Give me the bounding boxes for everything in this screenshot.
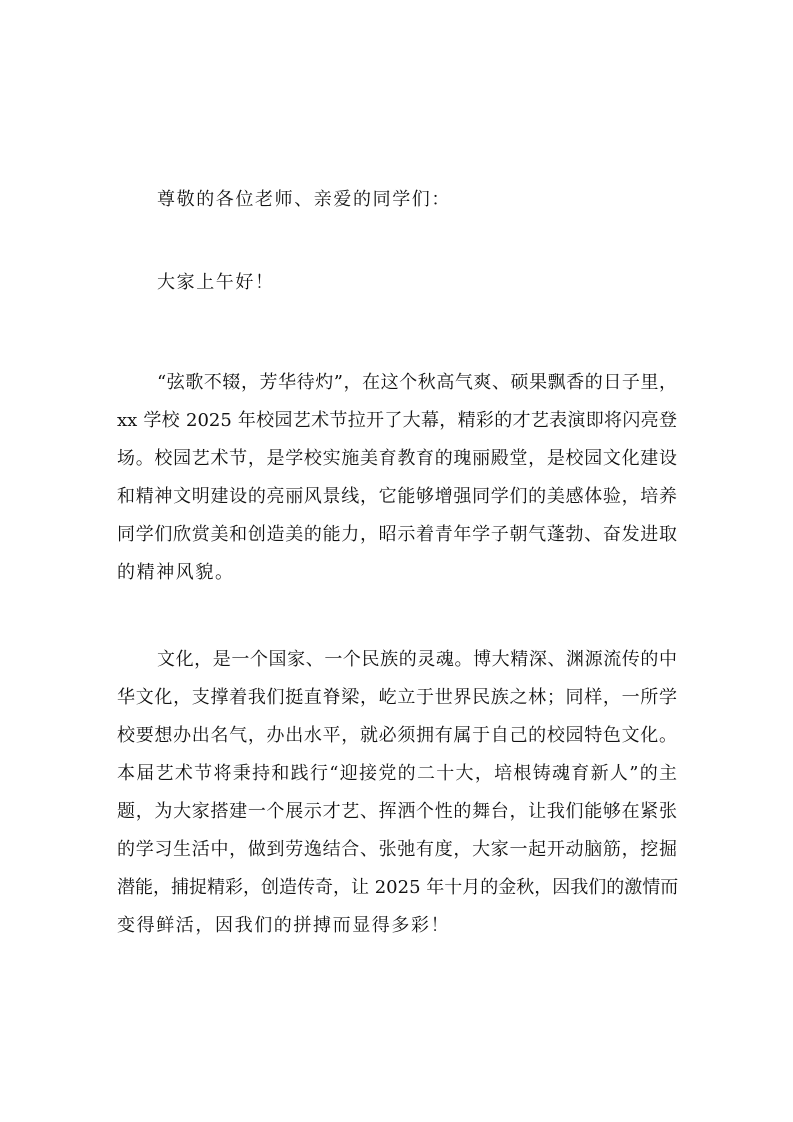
paragraph-line: 华文化，支撑着我们挺直脊梁，屹立于世界民族之林；同样，一所学 (117, 687, 677, 708)
paragraph-line: 潜能，捕捉精彩，创造传奇，让 2025 年十月的金秋，因我们的激情而 (117, 877, 679, 898)
paragraph-line: 变得鲜活，因我们的拼搏而显得多彩！ (117, 915, 451, 936)
paragraph-line: 题，为大家搭建一个展示才艺、挥洒个性的舞台，让我们能够在紧张 (117, 801, 677, 822)
paragraph-line: xx 学校 2025 年校园艺术节拉开了大幕，精彩的才艺表演即将闪亮登 (117, 410, 677, 431)
paragraph-line: 和精神文明建设的亮丽风景线，它能够增强同学们的美感体验，培养 (117, 486, 677, 507)
paragraph-line: 场。校园艺术节，是学校实施美育教育的瑰丽殿堂，是校园文化建设 (117, 448, 677, 469)
greeting-line: 尊敬的各位老师、亲爱的同学们： (157, 189, 451, 210)
paragraph-line: 本届艺术节将秉持和践行“迎接党的二十大，培根铸魂育新人”的主 (117, 763, 677, 784)
salutation-line: 大家上午好！ (157, 272, 275, 293)
paragraph-line: 同学们欣赏美和创造美的能力，昭示着青年学子朝气蓬勃、奋发进取 (117, 524, 677, 545)
paragraph-line: 的精神风貌。 (117, 562, 235, 583)
paragraph-line: “弦歌不辍，芳华待灼”，在这个秋高气爽、硕果飘香的日子里， (157, 372, 677, 393)
paragraph-line: 校要想办出名气，办出水平，就必须拥有属于自己的校园特色文化。 (117, 725, 677, 746)
paragraph-line: 的学习生活中，做到劳逸结合、张弛有度，大家一起开动脑筋，挖掘 (117, 839, 677, 860)
paragraph-line: 文化，是一个国家、一个民族的灵魂。博大精深、渊源流传的中 (157, 649, 677, 670)
